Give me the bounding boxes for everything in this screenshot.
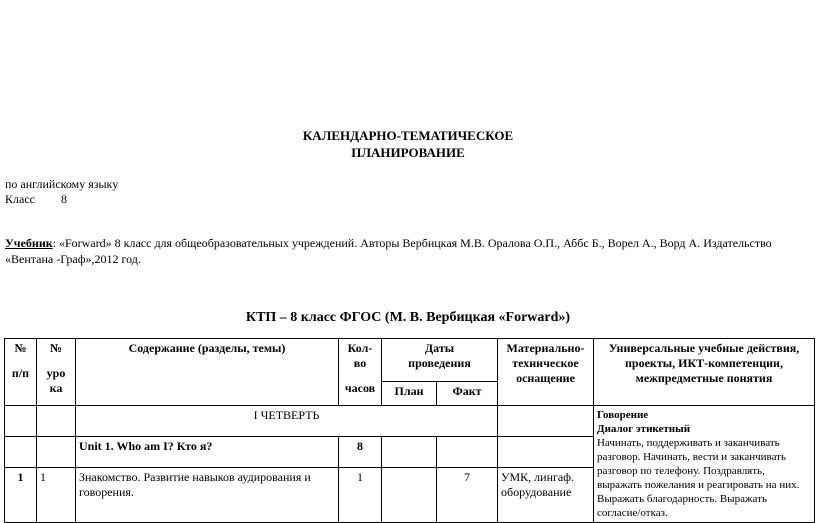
- class-value: 8: [60, 192, 67, 206]
- header-dates: [382, 339, 498, 382]
- header-hours-3: часов: [344, 381, 376, 395]
- header-uud-2: проекты, ИКТ-компетенции,: [625, 356, 783, 370]
- header-num-lesson-top: №: [49, 341, 63, 355]
- header-num-pp: [5, 339, 37, 406]
- uud-text: Начинать, поддерживать и заканчивать разговор. Начинать, вести и заканчивать разговор по телефону. Поздравлять, выражать пожелания и реагировать на них. Выражать благодарность. Выражать согласие/отказ.: [597, 437, 800, 519]
- class-label: Класс: [5, 192, 35, 206]
- title-line-1: КАЛЕНДАРНО-ТЕМАТИЧЕСКОЕ: [302, 128, 514, 143]
- header-material-3: оснащение: [516, 371, 575, 385]
- header-dates-1: Даты: [424, 341, 455, 355]
- header-num-pp-top: №: [14, 341, 27, 355]
- table-header-row: [5, 339, 815, 382]
- unit-hours: 8: [339, 437, 382, 468]
- row1-num-lesson: 1: [37, 468, 76, 523]
- quarter-label: I ЧЕТВЕРТЬ: [76, 406, 498, 437]
- ktp-title: КТП – 8 класс ФГОС (М. В. Вербицкая «Forward»): [245, 310, 571, 325]
- header-num-pp-bottom: п/п: [11, 366, 30, 380]
- header-uud-3: межпредметные понятия: [635, 371, 773, 385]
- unit-cell-num-lesson: [37, 437, 76, 468]
- unit-cell-fact: [437, 437, 498, 468]
- uud-cell: [594, 406, 815, 523]
- header-material-1: Материально-: [506, 341, 585, 355]
- unit-cell-num-pp: [5, 437, 37, 468]
- unit-title: Unit 1. Who am I? Кто я?: [76, 437, 339, 468]
- header-material: [498, 339, 594, 406]
- header-num-lesson-bottom-2: ка: [49, 381, 63, 395]
- uud-heading-1: Говорение: [597, 409, 649, 421]
- quarter-cell-material: [498, 406, 594, 437]
- row1-num-pp: 1: [5, 468, 37, 523]
- quarter-cell-num-pp: [5, 406, 37, 437]
- header-num-lesson: [37, 339, 76, 406]
- row1-material: УМК, лингаф. оборудование: [498, 468, 594, 523]
- title-line-2: ПЛАНИРОВАНИЕ: [351, 145, 465, 160]
- header-hours-1: Кол-: [347, 341, 373, 355]
- header-material-2: техническое: [512, 356, 579, 370]
- row1-hours: 1: [339, 468, 382, 523]
- header-uud-1: Универсальные учебные действия,: [608, 341, 800, 355]
- quarter-row: [5, 406, 815, 437]
- uud-heading-2: Диалог этикетный: [597, 423, 691, 435]
- document-title: [0, 127, 816, 161]
- header-uud: [594, 339, 815, 406]
- header-fact: Факт: [437, 382, 498, 406]
- textbook-text-1: : «Forward» 8 класс для общеобразовательных учреждений. Авторы Вербицкая М.В. Оралова О.П., Аббс Б., Ворел А., Ворд А. Издательство: [52, 236, 772, 250]
- header-hours: [339, 339, 382, 406]
- subject-line: по английскому языку: [5, 177, 119, 191]
- textbook-line-2: «Вентана -Граф»,2012 год.: [5, 252, 141, 266]
- header-num-lesson-bottom-1: уро: [46, 366, 66, 380]
- header-hours-2: во: [353, 356, 367, 370]
- unit-cell-material: [498, 437, 594, 468]
- row1-plan: [382, 468, 437, 523]
- textbook-line-1: [5, 236, 772, 251]
- row1-fact: 7: [437, 468, 498, 523]
- unit-cell-plan: [382, 437, 437, 468]
- textbook-label: Учебник: [5, 236, 53, 250]
- quarter-cell-num-lesson: [37, 406, 76, 437]
- plan-table: [4, 338, 815, 523]
- row1-content: Знакомство. Развитие навыков аудирования и говорения.: [76, 468, 339, 523]
- header-plan: План: [382, 382, 437, 406]
- header-content: Содержание (разделы, темы): [76, 339, 339, 406]
- header-dates-2: проведения: [408, 356, 471, 370]
- class-line: [5, 192, 67, 207]
